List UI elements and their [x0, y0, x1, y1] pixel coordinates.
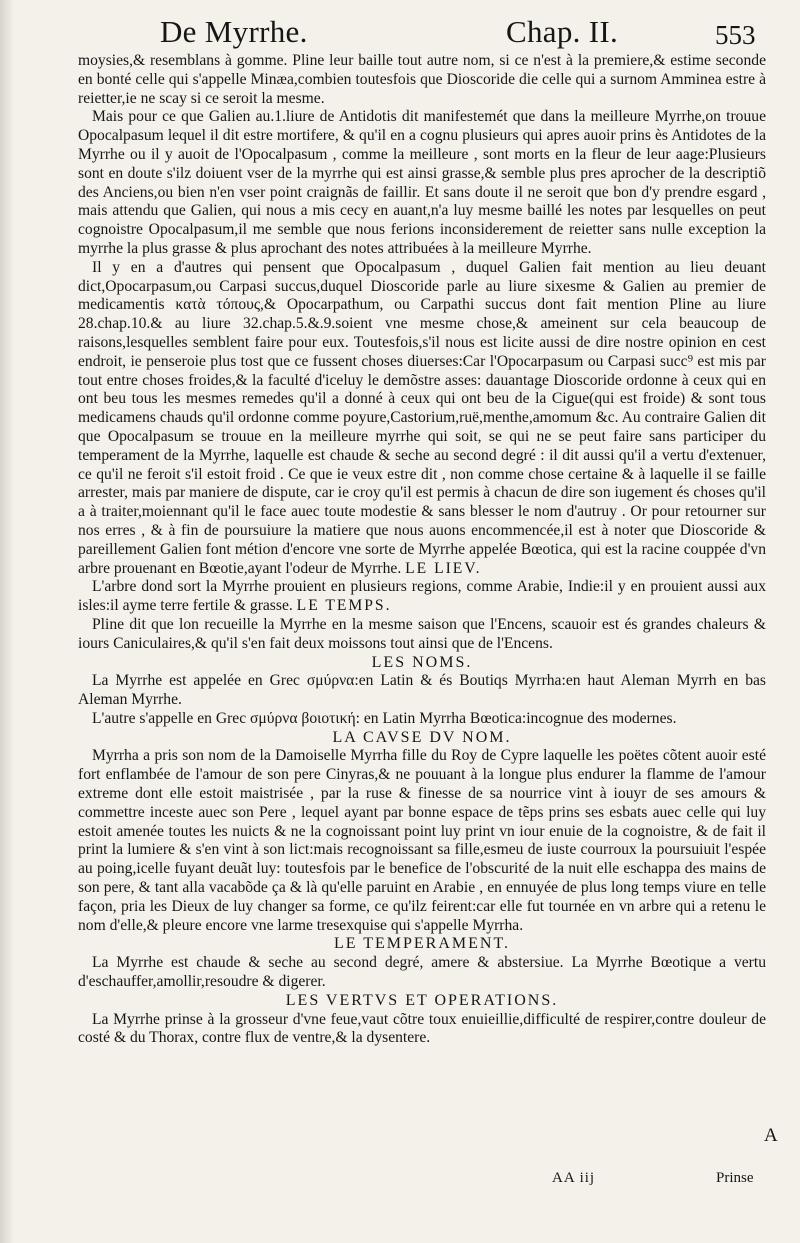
cause-text: Myrrha a pris son nom de la Damoiselle Myrrha fille du Roy de Cypre laquelle les poëtes cõtent auoir esté fort enflambée de l'amour de son pere Cinyras,& ne pouuant à la longue plus endurer la flamme de l'amour extreme dont elle estoit maistrisée , par la ruse & finesse de sa nourrice vint à iouyr de ses amours & commettre inceste auec son Pere , lequel ayant par bonne espace de tẽps prins ses esbats auec celle qui luy estoit amenée toutes les nuicts & ne la cognoissant point luy print vn iour enuie de la cognoistre, & de fait il print la lumiere & s'en vint à son lict:mais recognoissant sa fille,esmeu de iuste courroux la poursuiuit l'espée au poing,icelle fuyant deuãt luy: toutesfois par le benefice de l'obscurité de la nuit elle eschappa des mains de son pere, & tant alla vacabõde ça & là qu'elle paruint en Arabie , en ennuyée de plus long temps viure en telle façon, pria les Dieux de luy changer sa forme, ce qu'ilz feirent:car elle fut tournée en vn arbre qui a retenu le nom d'elle,& pleure encore vne larme tresexquise qui s'appelle Myrrha.: [78, 747, 766, 934]
vertus-text: La Myrrhe prinse à la grosseur d'vne feue,vaut cõtre toux enuieillie,difficulté de respirer,contre douleur de costé & du Thorax, contre flux de ventre,& la dysentere.: [78, 1010, 766, 1047]
temperament-heading: LE TEMPERAMENT.: [333, 935, 511, 953]
lieu-paragraph: [78, 578, 766, 616]
temps-text: Pline dit que lon recueille la Myrrhe en la mesme saison que l'Encens, scauoir est és grandes chaleurs & iours Caniculaires,& qu'il s'en fait deux moissons tout ainsi que de l'Encens.: [78, 615, 766, 652]
body-text: [78, 52, 766, 1048]
temps-heading: LE TEMPS.: [296, 597, 392, 615]
noms-text-2: L'autre s'appelle en Grec σμύρνα βοιοτική: en Latin Myrrha Bœotica:incognue des modernes.: [92, 709, 677, 727]
page-gutter-shadow: [0, 0, 14, 1243]
running-head-title: De Myrrhe.: [160, 14, 308, 49]
catchword: Prinse: [716, 1170, 754, 1186]
paragraph-1: moysies,& resemblans à gomme. Pline leur baille tout autre nom, si ce n'est à la premiere,& estime seconde en bonté celle qui s'appelle Minæa,combien toutesfois que Dioscoride die celle qui a surnom Amminea estre à reietter,ie ne scay si ce seroit la mesme.: [78, 52, 766, 107]
paragraph-3-text: Il y en a d'autres qui pensent que Opocalpasum , duquel Galien fait mention au lieu deuant dict,Opocarpasum,ou Carpasi succus,duquel Dioscoride parle au liure sixesme & Galien au premier de medicamentis κατὰ τόπους,& Opocarpathum, ou Carpathi succus dont fait mention Pline au liure 28.chap.10.& au liure 32.chap.5.&.9.soient vne mesme chose,& ameinent sur cela beaucoup de raisons,lesquelles semblent faire pour eux. Toutesfois,s'il nous est licite aussi de dire nostre opinion en cest endroit, ie penseroie plus tost que ce fussent choses diuerses:Car l'Opocarpasum ou Carpasi succ⁹ est mis par tout entre choses froides,& la faculté d'iceluy le demõstre asses: dauantage Dioscoride ordonne à ceux qui en ont beu tous les mesmes remedes qu'il a donné à ceux qui ont beu de la Cigue(qui est froide) & sont tous medicamens chauds qu'il ordonne comme poyure,Castorium,ruë,menthe,amomum &c. Au contraire Galien dit que Opocalpasum se trouue en la meilleure myrrhe qui soit, se qui ne se peut faire sans participer du temperament de la Myrrhe, laquelle est chaude & seche au second degré : il dit aussi qu'il a vertu d'extenuer, ce qu'il ne feroit s'il estoit froid . Ce que ie veux estre dit , non comme chose certaine & à laquelle il se faille arrester, mais par maniere de dispute, car ie croy qu'il est permis à chacun de dire son iugement és choses qu'il a à traiter,moiennant qu'il le face auec toute modestie & sans blesser le nom d'autruy . Or pour retourner sur nos erres , & à fin de poursuiure la matiere que nous auons encommencée,il est à noter que Dioscoride & pareillement Galien font métion d'encore vne sorte de Myrrhe appelée Bœotica, qui est la racine couppée d'vn arbre prouenant en Bœotie,ayant l'odeur de Myrrhe.: [78, 258, 766, 577]
running-head: [60, 14, 780, 54]
signature-mark: AA iij: [552, 1170, 596, 1186]
lieu-heading: LE LIEV.: [405, 559, 482, 577]
running-head-chapter: Chap. II.: [506, 14, 619, 49]
noms-heading: LES NOMS.: [371, 653, 473, 671]
paragraph-3: [78, 259, 766, 579]
margin-letter: A: [764, 1125, 778, 1146]
paragraph-2: Mais pour ce que Galien au.1.liure de Antidotis dit manifestemét que dans la meilleure Myrrhe,on trouue Opocalpasum lequel il dit estre mortifere, & qu'il en a cognu plusieurs qui apres auoir prins ès Antidotes de la Myrrhe ou il y auoit de l'Opocalpasum , comme la meilleure , sont morts en la fleur de leur aage:Plusieurs sont en doute s'ilz doiuent vser de la myrrhe qui est ainsi grasse,& semble plus pres aprocher de la descriptiõ des Anciens,ou bien n'en vser point craignãs de faillir. Et sans doute il ne seroit que bon d'y prendre esgard , mais attendu que Galien, qui nous a mis cecy en auant,n'a luy mesme baillé les notes par lesquelles on peut cognoistre Opocalpasum,il me semble que nous ferions inconsiderement de reietter sans nulle exception la myrrhe la plus grasse & plus aprochant des notes attribuées à la meilleure Myrrhe.: [78, 108, 766, 257]
noms-text-1: La Myrrhe est appelée en Grec σμύρνα:en Latin & és Boutiqs Myrrha:en haut Aleman Myrrh en bas Aleman Myrrhe.: [78, 672, 766, 709]
page-number: 553: [715, 20, 756, 50]
vertus-heading: LES VERTVS ET OPERATIONS.: [285, 991, 559, 1009]
cause-heading: LA CAVSE DV NOM.: [332, 728, 512, 746]
temperament-text: La Myrrhe est chaude & seche au second degré, amere & abstersiue. La Myrrhe Bœotique a vertu d'eschauffer,amollir,resoudre & digerer.: [78, 954, 766, 991]
lieu-text: L'arbre dond sort la Myrrhe prouient en plusieurs regions, comme Arabie, Indie:il y en prouient aussi aux isles:il ayme terre fertile & grasse.: [78, 578, 766, 615]
